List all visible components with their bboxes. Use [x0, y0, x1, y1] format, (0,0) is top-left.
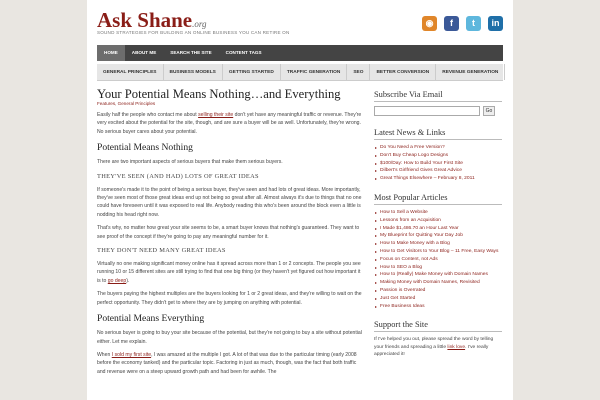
news-title: Latest News & Links	[374, 128, 446, 137]
category-getting-started[interactable]: GETTING STARTED	[223, 64, 281, 80]
popular-item[interactable]: Just Get Started	[374, 295, 502, 303]
site-header	[87, 0, 513, 44]
section-heading: Potential Means Everything	[97, 313, 205, 325]
popular-item[interactable]: Free Business Ideas	[374, 303, 502, 311]
post-paragraph: No serious buyer is going to buy your site because of the potential, but they're not going to buy a site without potential either. Let me explain.	[97, 330, 362, 345]
post-paragraph: The buyers paying the highest multiples are the buyers looking for 1 or 2 great ideas, and they're willing to wait on the perfect opportunity. They didn't get to where they are by jumping on anything with potential.	[97, 291, 362, 306]
category-business-models[interactable]: BUSINESS MODELS	[164, 64, 223, 80]
support-text: If I've helped you out, please spread the word by telling your friends and spreading a little link love. I've really appreciated it!	[374, 337, 494, 358]
category-better-conversion[interactable]: BETTER CONVERSION	[370, 64, 436, 80]
category-general-principles[interactable]: GENERAL PRINCIPLES	[97, 64, 164, 80]
sidebar	[374, 90, 502, 359]
facebook-icon[interactable]: f	[444, 16, 459, 31]
news-list	[374, 144, 502, 183]
post-paragraph: If someone's made it to the point of being a serious buyer, they've seen and had lots of great ideas. More importantly, they've seen most of those great ideas end up not being so great after all. Almost always it's due to things that no one could have foreseen until it was exposed to real life. Anybody reading this who's been around the block even a little is nodding his head right now.	[97, 186, 362, 218]
popular-item[interactable]: My Blueprint for Quitting Your Day Job	[374, 232, 502, 240]
category-nav	[97, 64, 503, 81]
divider	[374, 139, 502, 140]
popular-item[interactable]: How to (Really) Make Money with Domain Names	[374, 271, 502, 279]
selling-site-link[interactable]: selling their site	[198, 112, 234, 118]
go-deep-link[interactable]: go deep	[107, 277, 127, 284]
popular-item[interactable]: Focus on Content, not Ads	[374, 256, 502, 264]
nav-content-tags[interactable]: CONTENT TAGS	[225, 50, 262, 55]
subsection-heading: THEY'VE SEEN (AND HAD) LOTS OF GREAT IDEAS	[97, 172, 259, 180]
category-revenue-generation[interactable]: REVENUE GENERATION	[436, 64, 505, 80]
news-item[interactable]: Don't Buy Cheap Logo Designs	[374, 152, 502, 160]
subscribe-form	[374, 106, 502, 116]
news-item[interactable]: $100/Day: How to Build Your First Site	[374, 160, 502, 168]
popular-item[interactable]: Passion is Overrated	[374, 287, 502, 295]
linkedin-icon[interactable]: in	[488, 16, 503, 31]
sold-first-site-link[interactable]: I sold my first site	[111, 351, 152, 358]
nav-search-the-site[interactable]: SEARCH THE SITE	[170, 50, 212, 55]
social-icons	[422, 16, 503, 31]
post-paragraph: That's why, no matter how great your site seems to be, a smart buyer knows that nothing's guaranteed. They want to see proof of the concept if they're going to pay any meaningful number for it.	[97, 225, 360, 240]
post-paragraph: There are two important aspects of serious buyers that make them serious buyers.	[97, 159, 283, 166]
post-paragraph: When I sold my first site, I was amazed at the multiple I got. A lot of that was due to the particular timing (early 2008 before the economy tanked) and the particular topic. Factoring in just as much, though, was the fact that both traffic and revenue were on a steep upward growth path and had been for awhile. The	[97, 351, 357, 375]
rss-icon[interactable]: ◉	[422, 16, 437, 31]
popular-item[interactable]: How to Make Money with a Blog	[374, 240, 502, 248]
popular-item[interactable]: I Made $1,486.70 an Hour Last Year	[374, 225, 502, 233]
post-title[interactable]: Your Potential Means Nothing…and Everything	[97, 87, 341, 101]
news-item[interactable]: Dilbert's Girlfriend Gives Great Advice	[374, 167, 502, 175]
page-container	[87, 0, 513, 400]
divider	[374, 101, 502, 102]
link-love-link[interactable]: link love	[447, 344, 466, 350]
post-content	[97, 88, 364, 376]
nav-home[interactable]: HOME	[97, 45, 125, 61]
post-categories[interactable]: Features, General Principles	[97, 101, 156, 106]
news-item[interactable]: Great Things Elsewhere – February 8, 2011	[374, 175, 502, 183]
post-paragraph: Virtually no one making significant money online has it spread across more than 1 or 2 concepts. The people you see running 10 or 15 different sites are still trying to find that one big thing (or they haven't yet figured out how important it is to go deep).	[97, 261, 361, 284]
go-button[interactable]: Go	[483, 106, 495, 116]
subscribe-title: Subscribe Via Email	[374, 90, 443, 99]
nav-about-me[interactable]: ABOUT ME	[131, 50, 157, 55]
twitter-icon[interactable]: t	[466, 16, 481, 31]
post-paragraph: Easily half the people who contact me about selling their site don't yet have any meaningful traffic or revenue. They're very excited about the potential for the site, though, and are sure a buyer will be as well. Unfortunately, they're wrong. No serious buyer cares about your potential.	[97, 112, 362, 135]
site-logo[interactable]: Ask Shane.org	[97, 8, 207, 32]
site-tagline: SOUND STRATEGIES FOR BUILDING AN ONLINE BUSINESS YOU CAN RETIRE ON	[97, 30, 290, 35]
category-seo[interactable]: SEO	[347, 64, 370, 80]
popular-item[interactable]: Making Money with Domain Names, Revisited	[374, 279, 502, 287]
divider	[374, 331, 502, 332]
divider	[374, 204, 502, 205]
section-heading: Potential Means Nothing	[97, 142, 193, 154]
popular-item[interactable]: How to SEO a Blog	[374, 264, 502, 272]
popular-item[interactable]: How to Sell a Website	[374, 209, 502, 217]
popular-item[interactable]: How to Get Visitors to Your Blog – 11 Free, Easy Ways	[374, 248, 502, 256]
popular-title: Most Popular Articles	[374, 192, 448, 202]
popular-list	[374, 209, 502, 310]
support-title: Support the Site	[374, 320, 428, 330]
subsection-heading: THEY DON'T NEED MANY GREAT IDEAS	[97, 247, 226, 255]
category-traffic-generation[interactable]: TRAFFIC GENERATION	[281, 64, 347, 80]
primary-nav	[97, 45, 503, 61]
email-input[interactable]	[374, 106, 480, 116]
news-item[interactable]: Do You Need a Free Version?	[374, 144, 502, 152]
popular-item[interactable]: Lessons from an Acquisition	[374, 217, 502, 225]
